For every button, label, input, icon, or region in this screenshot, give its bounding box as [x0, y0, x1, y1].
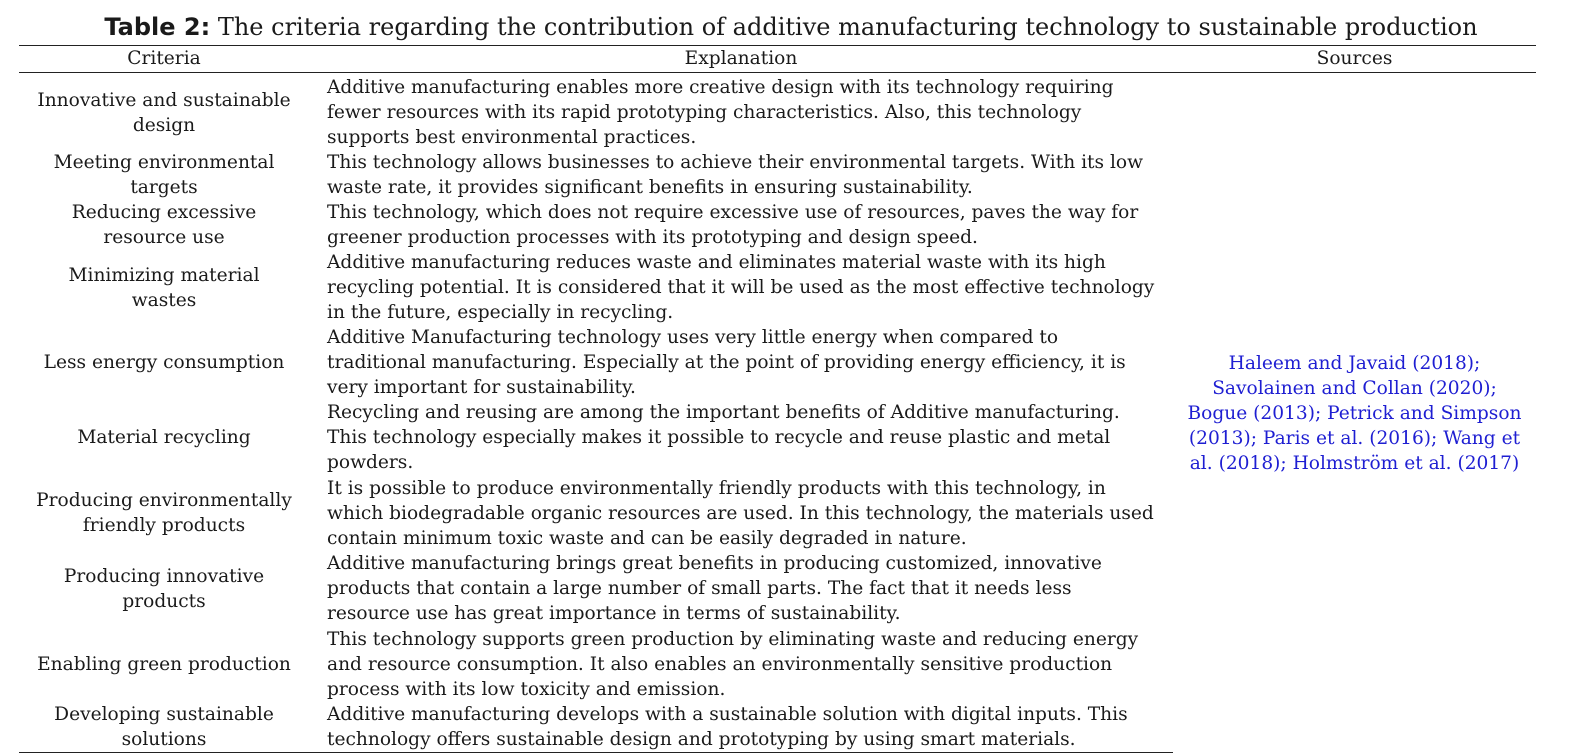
criteria-cell: Innovative and sustainable design	[37, 89, 291, 136]
explanation-cell: Additive manufacturing enables more creative design with its technology requiring fewer resources with its rapid prototyping characteristics. Also, this technology supports best environmental practices.	[327, 77, 1114, 148]
explanation-cell: Additive Manufacturing technology uses very little energy when compared to traditional manufacturing. Especially at the point of providing energy efficiency, it is very important for sustainability.	[327, 327, 1126, 398]
header-explanation: Explanation	[309, 46, 1173, 73]
criteria-cell: Minimizing material wastes	[68, 264, 260, 311]
criteria-cell: Producing environmentally friendly products	[36, 490, 292, 536]
criteria-cell: Reducing excessive resource use	[71, 202, 257, 248]
header-sources: Sources	[1173, 46, 1536, 73]
explanation-cell: This technology supports green production by eliminating waste and reducing energy and resource consumption. It also enables an environmentally sensitive production process with its low toxicity and emission.	[327, 628, 1139, 700]
criteria-table	[19, 45, 1536, 753]
header-row	[19, 46, 1536, 73]
criteria-table-container	[19, 45, 1536, 753]
explanation-cell: Additive manufacturing reduces waste and eliminates material waste with its high recycling potential. It is considered that it will be used as the most effective technology in the future, especially in recycling.	[327, 252, 1155, 323]
criteria-cell: Less energy consumption	[43, 352, 285, 373]
explanation-cell: It is possible to produce environmentally friendly products with this technology, in which biodegradable organic resources are used. In this technology, the materials used contain minimum toxic waste and can be easily degraded in nature.	[327, 477, 1154, 549]
criteria-cell: Producing innovative products	[63, 565, 265, 612]
header-criteria: Criteria	[19, 46, 309, 73]
explanation-cell: Recycling and reusing are among the important benefits of Additive manufacturing. This technology especially makes it possible to recycle and reuse plastic and metal powders.	[327, 402, 1120, 473]
sources-cell[interactable]: Haleem and Javaid (2018); Savolainen and Collan (2020); Bogue (2013); Petrick and Simpson (2013); Paris et al. (2016); Wang et al. (2018); Holmström et al. (2017)	[1187, 353, 1522, 475]
table-row	[19, 73, 1536, 151]
explanation-cell: Additive manufacturing brings great benefits in producing customized, innovative products that contain a large number of small parts. The fact that it needs less resource use has great importance in terms of sustainability.	[327, 553, 1102, 624]
explanation-cell: Additive manufacturing develops with a sustainable solution with digital inputs. This technology offers sustainable design and prototyping by using smart materials.	[309, 702, 1173, 753]
table-caption	[0, 12, 1582, 42]
criteria-cell: Enabling green production	[37, 653, 291, 675]
criteria-cell: Meeting environmental targets	[53, 152, 275, 198]
explanation-cell: This technology allows businesses to achieve their environmental targets. With its low waste rate, it provides significant benefits in ensuring sustainability.	[327, 152, 1144, 198]
explanation-cell: This technology, which does not require excessive use of resources, paves the way for greener production processes with its prototyping and design speed.	[327, 202, 1139, 248]
caption-label: Table 2:	[104, 13, 211, 41]
criteria-cell: Material recycling	[77, 427, 251, 448]
criteria-cell: Developing sustainable solutions	[19, 702, 309, 753]
caption-text: The criteria regarding the contribution of additive manufacturing technology to sustainable production	[210, 13, 1478, 41]
